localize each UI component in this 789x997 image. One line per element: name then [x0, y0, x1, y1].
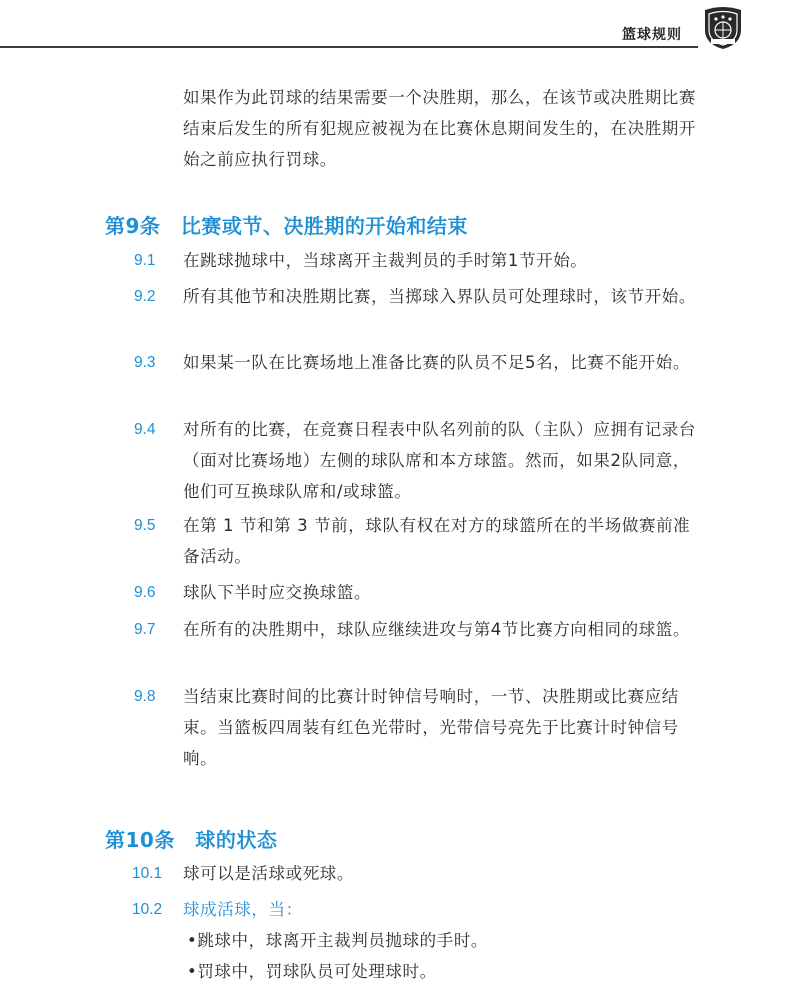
- item-text: 在所有的决胜期中，球队应继续进攻与第4节比赛方向相同的球篮。: [183, 620, 690, 639]
- item-text: 在跳球抛球中，当球离开主裁判员的手时第1节开始。: [183, 251, 588, 270]
- article-9-title: 第9条 比赛或节、决胜期的开始和结束: [105, 214, 468, 238]
- item-text: 球成活球，当：: [183, 900, 303, 919]
- article-10-title: 第10条 球的状态: [105, 828, 278, 852]
- cba-shield-logo-icon: [702, 6, 744, 50]
- item-number: 10.2: [132, 901, 163, 918]
- header-title: 篮球规则: [622, 27, 682, 43]
- bullet-item: •跳球中，球离开主裁判员抛球的手时。: [187, 931, 489, 950]
- item-number: 9.3: [134, 354, 156, 371]
- item-text: 在第 1 节和第 3 节前，球队有权在对方的球篮所在的半场做赛前准备活动。: [183, 516, 691, 566]
- item-number: 9.6: [134, 584, 156, 601]
- item-number: 9.7: [134, 621, 156, 638]
- intro-paragraph: 如果作为此罚球的结果需要一个决胜期，那么，在该节或决胜期比赛结束后发生的所有犯规应被视为在比赛休息期间发生的，在决胜期开始之前应执行罚球。: [183, 88, 696, 169]
- bullet-item: •罚球中，罚球队员可处理球时。: [187, 962, 437, 981]
- item-number: 10.1: [132, 865, 163, 882]
- item-text: 球队下半时应交换球篮。: [183, 583, 372, 602]
- item-number: 9.4: [134, 421, 156, 438]
- item-number: 9.2: [134, 288, 156, 305]
- item-number: 9.5: [134, 517, 156, 534]
- header-divider: [0, 46, 698, 48]
- item-text: 所有其他节和决胜期比赛，当掷球入界队员可处理球时，该节开始。: [183, 287, 696, 306]
- item-text: 对所有的比赛，在竞赛日程表中队名列前的队（主队）应拥有记录台（面对比赛场地）左侧的球队席和本方球篮。然而，如果2队同意，他们可互换球队席和/或球篮。: [183, 420, 696, 501]
- item-text: 如果某一队在比赛场地上准备比赛的队员不足5名，比赛不能开始。: [183, 353, 690, 372]
- item-number: 9.1: [134, 252, 156, 269]
- item-text: 当结束比赛时间的比赛计时钟信号响时，一节、决胜期或比赛应结束。当篮板四周装有红色光带时，光带信号亮先于比赛计时钟信号响。: [183, 687, 679, 768]
- item-number: 9.8: [134, 688, 156, 705]
- item-text: 球可以是活球或死球。: [183, 864, 354, 883]
